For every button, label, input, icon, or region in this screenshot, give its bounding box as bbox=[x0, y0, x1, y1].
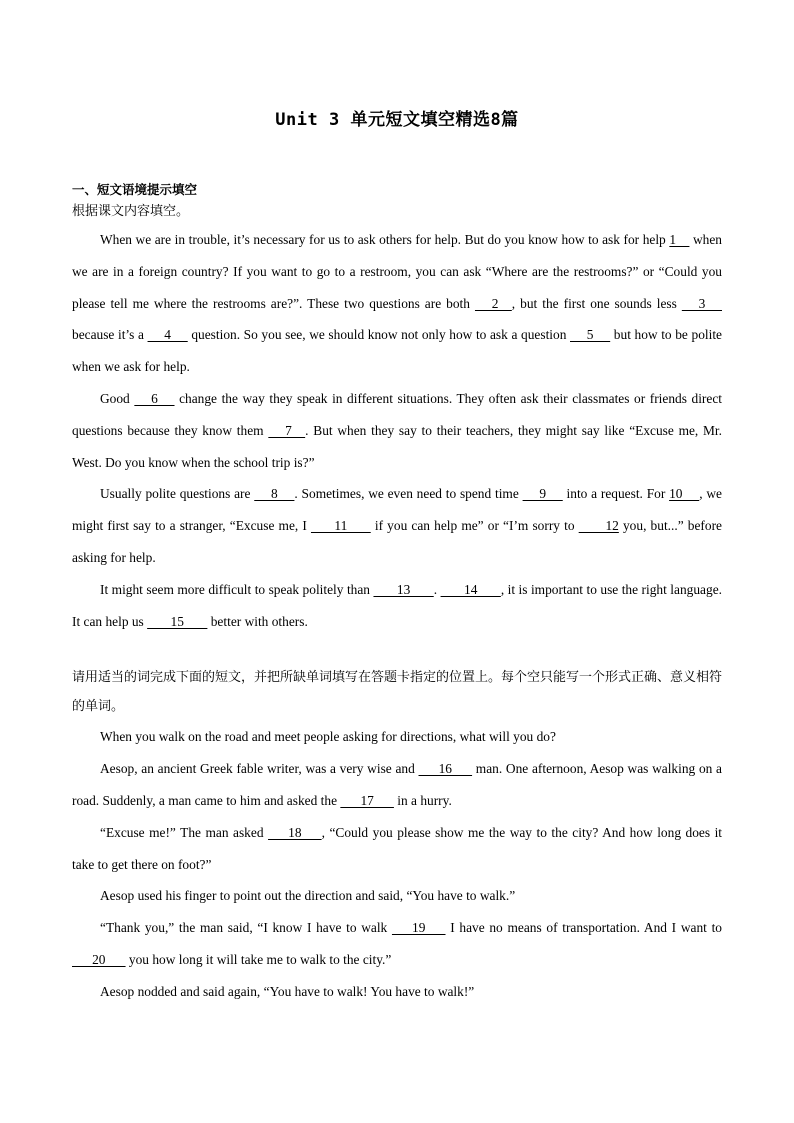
paragraph bbox=[72, 224, 722, 383]
answer-blank-7[interactable]: 7 bbox=[268, 422, 306, 438]
paragraph-text: “Excuse me!” The man asked bbox=[100, 824, 269, 840]
paragraph-text: you, but...” before asking for help. bbox=[72, 518, 722, 565]
paragraph-text: It might seem more difficult to speak politely than bbox=[100, 581, 374, 597]
answer-blank-15[interactable]: 15 bbox=[147, 613, 208, 629]
paragraph-text: “Thank you,” the man said, “I know I have to walk bbox=[100, 920, 392, 936]
answer-blank-17[interactable]: 17 bbox=[340, 792, 394, 808]
paragraph-text: Usually polite questions are bbox=[100, 486, 255, 502]
paragraph-text: Aesop nodded and said again, “You have to walk! You have to walk!” bbox=[100, 983, 475, 999]
passage-2 bbox=[72, 721, 722, 1007]
paragraph-text: I have no means of transportation. And I want to bbox=[445, 920, 722, 936]
paragraph bbox=[72, 478, 722, 573]
answer-blank-19[interactable]: 19 bbox=[391, 920, 446, 936]
paragraph-text: you how long it will take me to walk to the city.” bbox=[125, 951, 392, 967]
paragraph-text: in a hurry. bbox=[393, 792, 452, 808]
paragraph-text: man. One afternoon, Aesop was walking on a road. Suddenly, a man came to him and asked the bbox=[72, 761, 722, 808]
paragraph-text: , we might first say to a stranger, “Excuse me, I bbox=[72, 486, 722, 534]
answer-blank-14[interactable]: 14 bbox=[440, 581, 501, 597]
answer-blank-13[interactable]: 13 bbox=[373, 581, 434, 597]
paragraph-text: When we are in trouble, it’s necessary for us to ask others for help. But do you know how to ask for help bbox=[100, 232, 670, 247]
answer-blank-1[interactable]: 1 bbox=[669, 232, 690, 247]
answer-blank-8[interactable]: 8 bbox=[254, 486, 295, 502]
paragraph bbox=[72, 721, 722, 753]
answer-blank-3[interactable]: 3 bbox=[681, 295, 722, 311]
answer-blank-5[interactable]: 5 bbox=[570, 327, 611, 343]
paragraph-text: when we are in a foreign country? If you want to go to a restroom, you can ask “Where are the restrooms?” or “Could you please tell me where the restrooms are?”. These two questions are both bbox=[72, 232, 722, 311]
answer-blank-10[interactable]: 10 bbox=[669, 486, 700, 502]
paragraph-text: into a request. For bbox=[562, 486, 670, 502]
paragraph-text: but how to be polite when we ask for help. bbox=[72, 327, 722, 375]
paragraph-text: if you can help me” or “I’m sorry to bbox=[370, 518, 579, 534]
answer-blank-12[interactable]: 12 bbox=[578, 518, 619, 534]
paragraph bbox=[72, 574, 722, 638]
paragraph-text: . Sometimes, we even need to spend time bbox=[294, 486, 523, 502]
paragraph-text: , but the first one sounds less bbox=[511, 295, 682, 311]
section-gap bbox=[72, 637, 722, 663]
paragraph bbox=[72, 880, 722, 912]
paragraph-text: Good bbox=[100, 390, 135, 406]
paragraph-text: , it is important to use the right language. It can help us bbox=[72, 581, 722, 629]
paragraph-text: When you walk on the road and meet people asking for directions, what will you do? bbox=[100, 729, 556, 745]
paragraph-text: . But when they say to their teachers, they might say like “Excuse me, Mr. West. Do you know when the school trip is?” bbox=[72, 422, 722, 470]
paragraph bbox=[72, 753, 722, 817]
section-heading: 一、短文语境提示填空 bbox=[72, 182, 198, 197]
passage-1 bbox=[72, 224, 722, 637]
page-title: Unit 3 单元短文填空精选8篇 bbox=[275, 110, 519, 130]
answer-blank-20[interactable]: 20 bbox=[72, 951, 126, 967]
passage-2-instruction: 请用适当的词完成下面的短文，并把所缺单词填写在答题卡指定的位置上。每个空只能写一个形式正确、意义相符的单词。 bbox=[72, 670, 723, 715]
answer-blank-11[interactable]: 11 bbox=[310, 518, 371, 534]
paragraph bbox=[72, 817, 722, 881]
answer-blank-9[interactable]: 9 bbox=[522, 486, 563, 502]
answer-blank-6[interactable]: 6 bbox=[134, 390, 175, 406]
paragraph-text: . bbox=[433, 581, 441, 597]
paragraph bbox=[72, 976, 722, 1008]
answer-blank-4[interactable]: 4 bbox=[147, 327, 188, 343]
worksheet-content bbox=[72, 180, 722, 1008]
paragraph-text: , “Could you please show me the way to the city? And how long does it take to get there on foot?” bbox=[72, 824, 723, 872]
paragraph-text: better with others. bbox=[207, 613, 308, 629]
paragraph bbox=[72, 383, 722, 478]
paragraph-text: change the way they speak in different situations. They often ask their classmates or friends direct questions because they know them bbox=[72, 390, 723, 438]
paragraph-text: question. So you see, we should know not only how to ask a question bbox=[187, 327, 571, 343]
paragraph bbox=[72, 912, 722, 976]
paragraph-text: Aesop used his finger to point out the direction and said, “You have to walk.” bbox=[100, 888, 516, 904]
paragraph-text: Aesop, an ancient Greek fable writer, was a very wise and bbox=[100, 761, 419, 777]
answer-blank-18[interactable]: 18 bbox=[268, 824, 322, 840]
answer-blank-16[interactable]: 16 bbox=[418, 761, 473, 777]
section-instruction: 根据课文内容填空。 bbox=[72, 204, 190, 219]
answer-blank-2[interactable]: 2 bbox=[474, 295, 512, 311]
paragraph-text: because it’s a bbox=[72, 327, 148, 343]
